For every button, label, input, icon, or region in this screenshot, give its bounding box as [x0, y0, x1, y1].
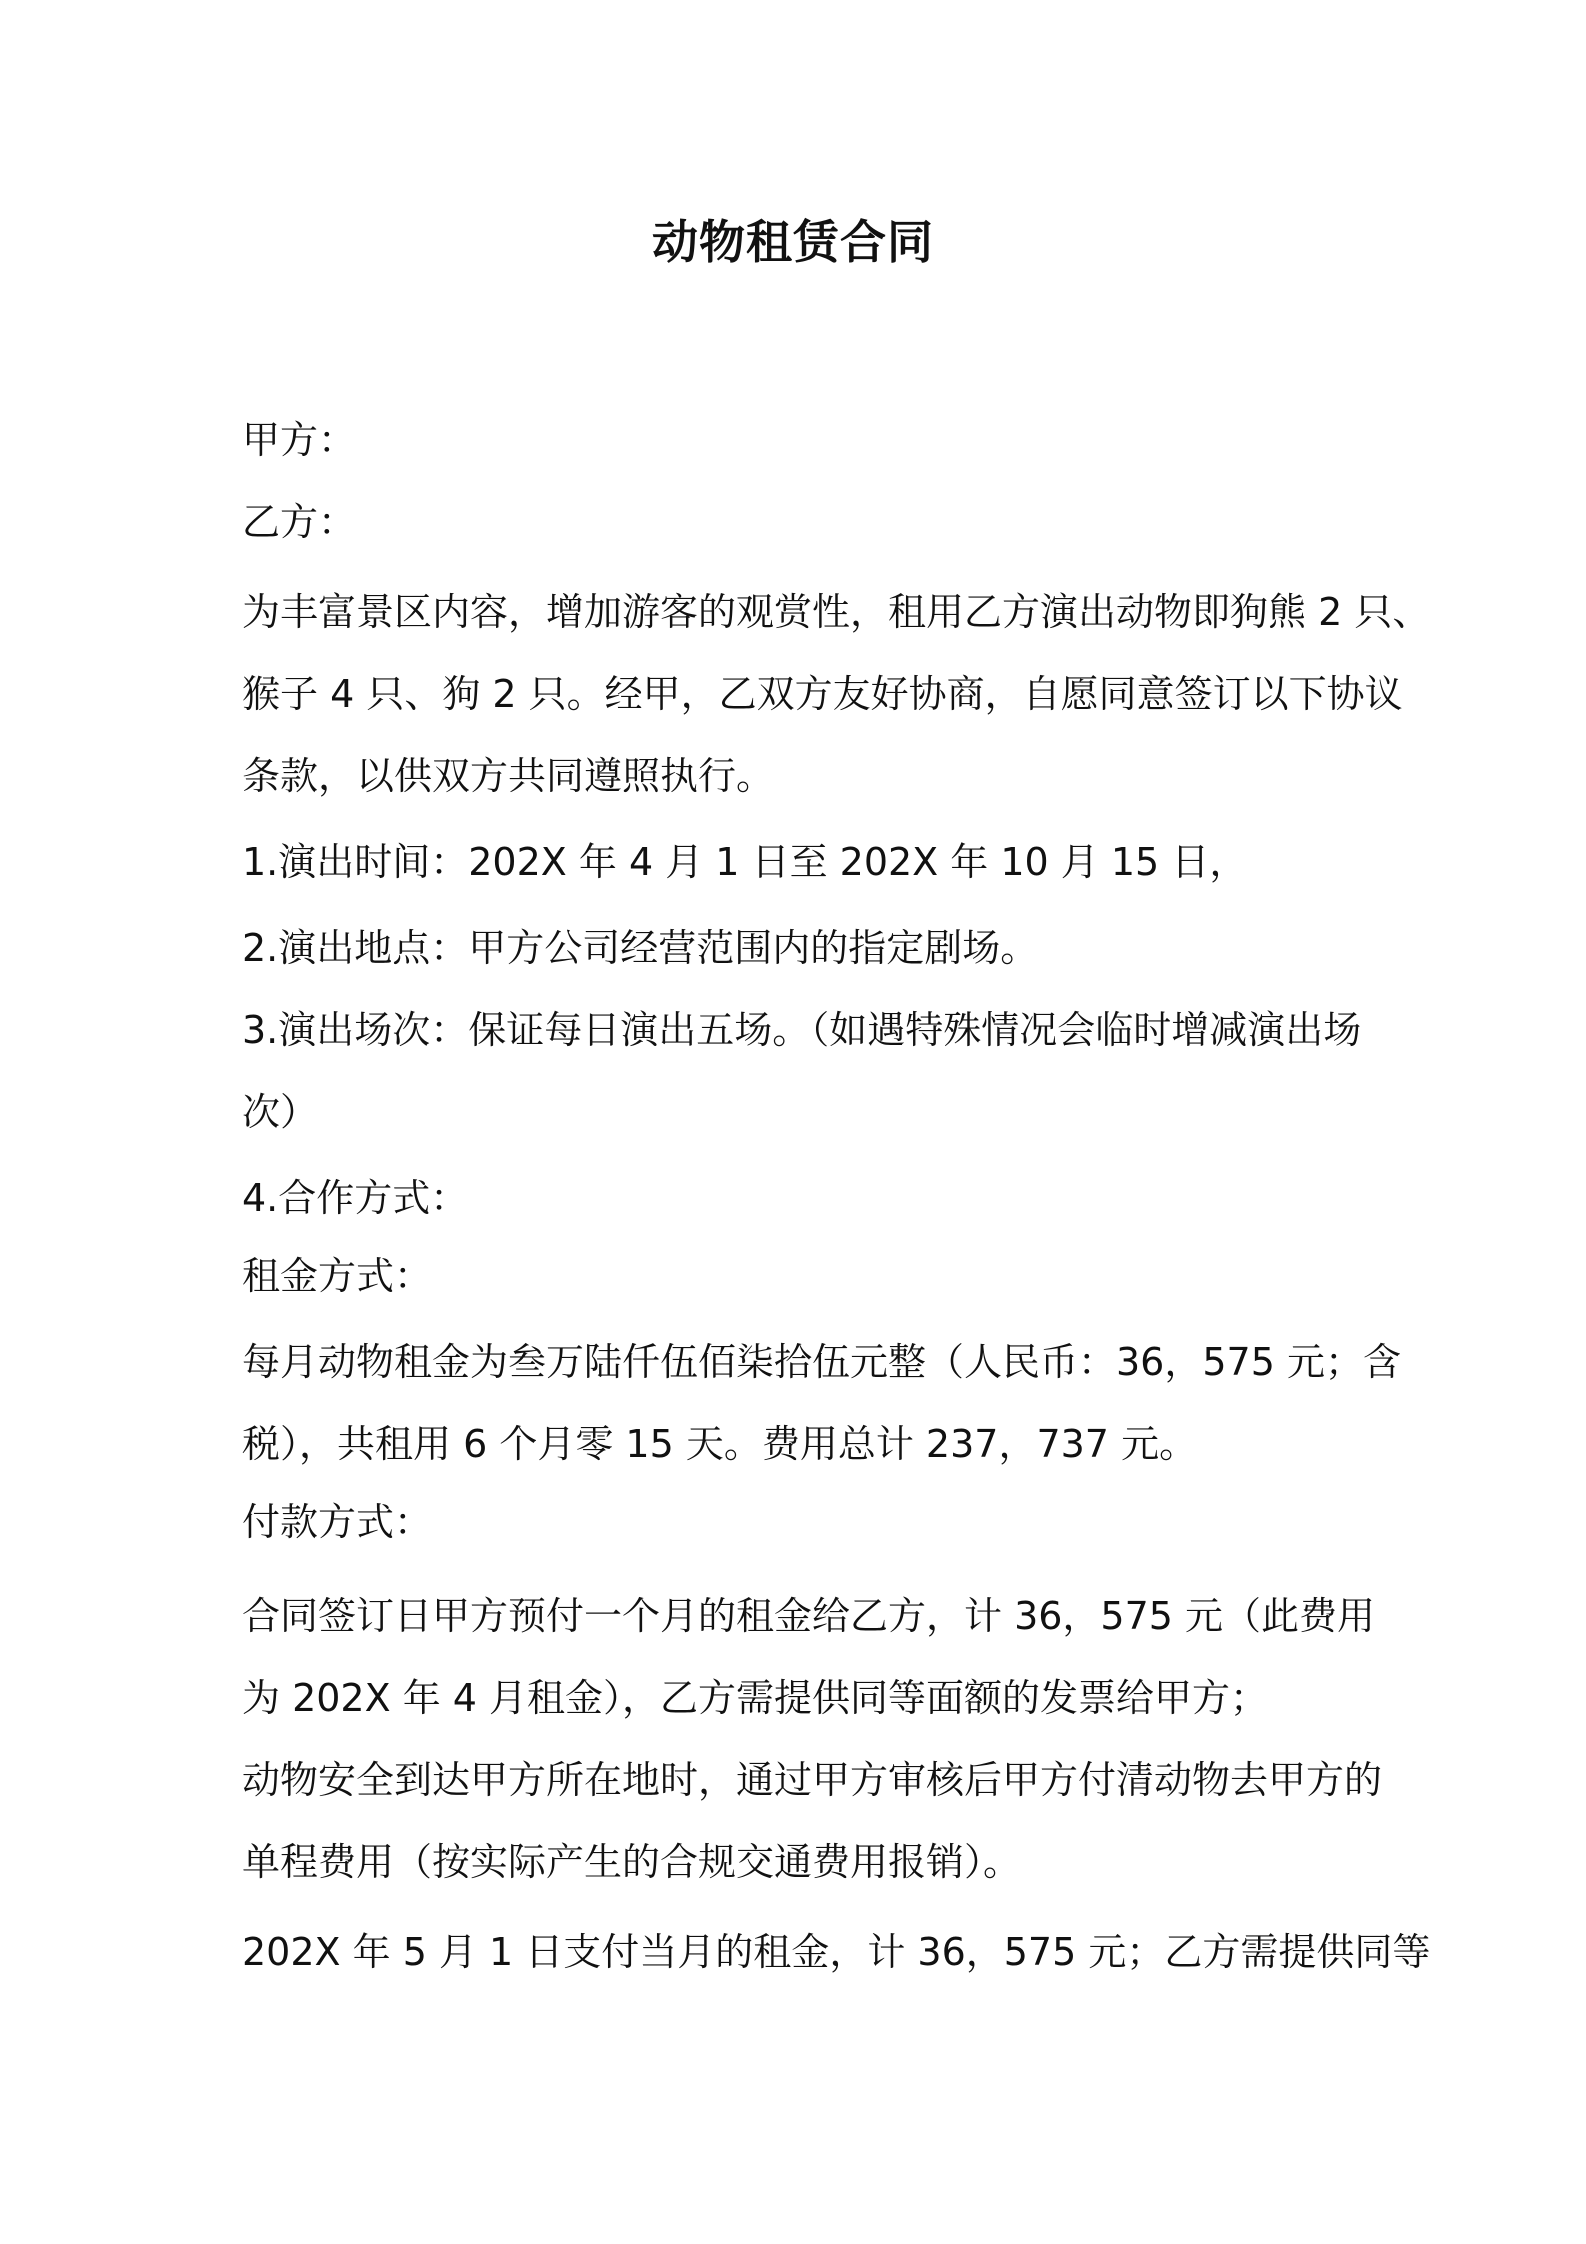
rent-method-heading: 租金方式： [242, 1254, 433, 1298]
paragraph-line: 猴子 4 只、狗 2 只。经甲，乙双方友好协商，自愿同意签订以下协议 [242, 672, 1403, 716]
payment-paragraph-line: 动物安全到达甲方所在地时，通过甲方审核后甲方付清动物去甲方的 [242, 1758, 1383, 1802]
payment-paragraph-line: 合同签订日甲方预付一个月的租金给乙方，计 36，575 元（此费用 [242, 1594, 1376, 1638]
paragraph-line: 条款，以供双方共同遵照执行。 [242, 754, 775, 798]
payment-paragraph-line: 为 202X 年 4 月租金），乙方需提供同等面额的发票给甲方； [242, 1676, 1269, 1720]
clause-4-line: 4.合作方式： [242, 1176, 469, 1220]
payment-method-heading: 付款方式： [242, 1500, 433, 1544]
document-title: 动物租赁合同 [652, 215, 934, 269]
party-a-line: 甲方： [242, 418, 357, 462]
paragraph-line: 为丰富景区内容，增加游客的观赏性，租用乙方演出动物即狗熊 2 只、 [242, 590, 1431, 634]
payment-paragraph-line: 单程费用（按实际产生的合规交通费用报销）。 [242, 1840, 1022, 1884]
rent-paragraph-line: 税），共租用 6 个月零 15 天。费用总计 237，737 元。 [242, 1422, 1198, 1466]
clause-3-line: 3.演出场次：保证每日演出五场。（如遇特殊情况会临时增减演出场 [242, 1008, 1362, 1052]
rent-paragraph-line: 每月动物租金为叁万陆仟伍佰柒拾伍元整（人民币：36，575 元；含 [242, 1340, 1401, 1384]
party-b-line: 乙方： [242, 500, 357, 544]
payment-paragraph-line: 202X 年 5 月 1 日支付当月的租金，计 36，575 元；乙方需提供同等 [242, 1930, 1431, 1974]
clause-1-line: 1.演出时间：202X 年 4 月 1 日至 202X 年 10 月 15 日， [242, 840, 1248, 884]
clause-3-line: 次） [242, 1090, 319, 1134]
clause-2-line: 2.演出地点：甲方公司经营范围内的指定剧场。 [242, 926, 1039, 970]
